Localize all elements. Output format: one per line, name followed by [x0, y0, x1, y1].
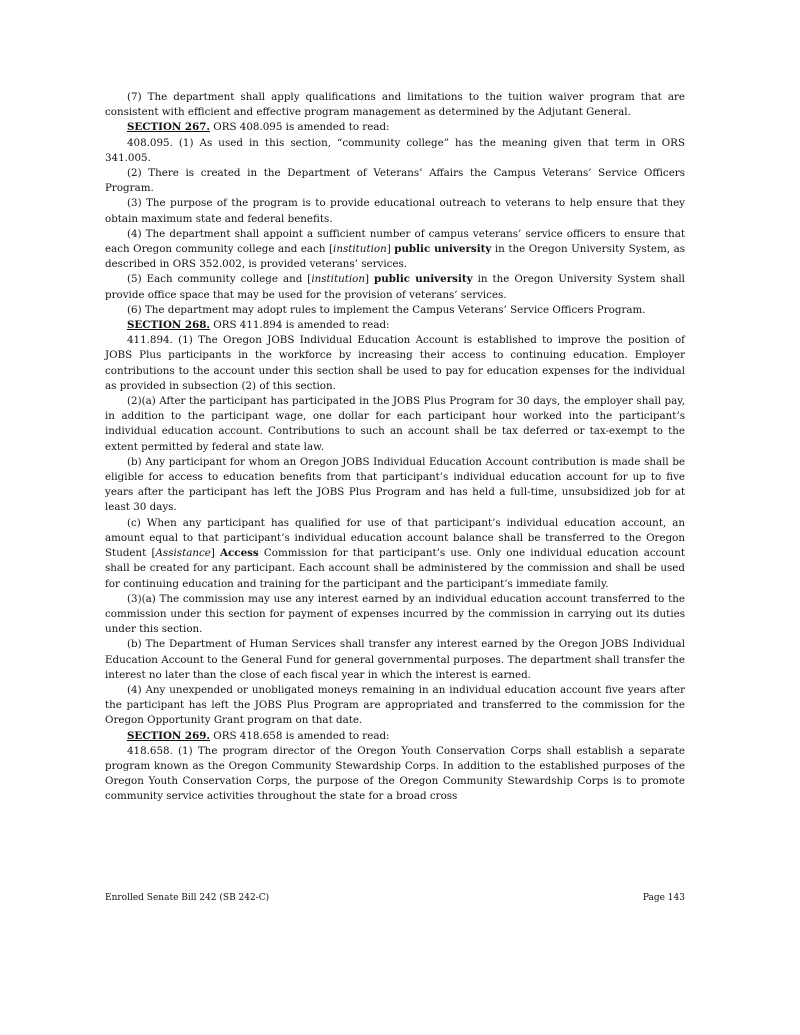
paragraph [105, 227, 685, 273]
text-run: 408.095. (1) As used in this section, “community college” has the meaning given that term in ORS 341.005. [105, 136, 685, 164]
section-heading: SECTION 268. [127, 319, 211, 332]
page-footer [105, 893, 685, 903]
text-run: institution [311, 273, 365, 286]
text-run: in the Oregon University System, as described in ORS 352.002, is provided veterans’ services. [105, 243, 686, 271]
text-run: institution [333, 243, 387, 256]
text-run: ORS 411.894 is amended to read: [210, 319, 390, 332]
paragraph [105, 683, 685, 729]
text-run: (6) The department may adopt rules to implement the Campus Veterans’ Service Officers Program. [127, 303, 646, 316]
text-run: (b) Any participant for whom an Oregon JOBS Individual Education Account contribution is made shall be eligible for access to education benefits from that participant’s individual education account for up to five years after the participant has left the JOBS Plus Program and has held a full-time, unsubsidized job for at least 30 days. [105, 455, 685, 514]
text-run: ] [386, 243, 395, 256]
paragraph [105, 744, 685, 805]
paragraph [105, 729, 685, 744]
paragraph [105, 272, 685, 302]
paragraph [105, 592, 685, 638]
text-run: 411.894. (1) The Oregon JOBS Individual Education Account is established to improve the position of JOBS Plus participants in the workforce by increasing their access to continuing education. Employer contributions to the account under this section shall be used to pay for education expenses for the individual as provided in subsection (2) of this section. [105, 334, 685, 392]
paragraph [105, 637, 685, 683]
text-run: (c) When any participant has qualified for use of that participant’s individual education account, an amount equal to that participant’s individual education account balance shall be transferred to the Oregon Student [ [105, 516, 685, 560]
text-run: (4) Any unexpended or unobligated moneys remaining in an individual education account five years after the participant has left the JOBS Plus Program are appropriated and transferred to the commission for the Oregon Opportunity Grant program on that date. [105, 683, 685, 727]
text-run: (2)(a) After the participant has participated in the JOBS Plus Program for 30 days, the employer shall pay, in addition to the participant wage, one dollar for each participant hour worked into the participant’s individual education account. Contributions to such an account shall be tax deferred or tax-exempt to the extent permitted by federal and state law. [105, 395, 685, 453]
text-run: ORS 408.095 is amended to read: [210, 121, 390, 134]
text-run: ] [365, 273, 375, 286]
text-run: (3) The purpose of the program is to provide educational outreach to veterans to help ensure that they obtain maximum state and federal benefits. [105, 197, 685, 225]
paragraph [105, 196, 685, 226]
paragraph [105, 455, 685, 516]
text-run: (5) Each community college and [ [127, 273, 312, 286]
footer-page-number: Page 143 [642, 893, 685, 903]
text-run: public university [394, 243, 492, 256]
text-run: (b) The Department of Human Services shall transfer any interest earned by the Oregon JOBS Individual Education Account to the General Fund for general governmental purposes. The department shall transfer the interest no later than the close of each fiscal year in which the interest is earned. [105, 638, 685, 681]
text-run: ] [210, 547, 221, 560]
text-run: (4) The department shall appoint a sufficient number of campus veterans’ service officers to ensure that each Oregon community college and each [ [105, 227, 685, 256]
text-run: public university [374, 273, 473, 286]
paragraph [105, 166, 685, 196]
text-run: Commission for that participant’s use. Only one individual education account shall be created for any participant. Each account shall be administered by the commission and shall be used for continuing education and training for the participant and the participant’s immediate family. [105, 547, 685, 590]
document-body [105, 90, 685, 805]
text-run: (7) The department shall apply qualifications and limitations to the tuition waiver program that are consistent with efficient and effective program management as determined by the Adjutant General. [105, 91, 685, 119]
text-run: (2) There is created in the Department of Veterans’ Affairs the Campus Veterans’ Service Officers Program. [105, 167, 685, 195]
paragraph [105, 120, 685, 135]
section-heading: SECTION 269. [127, 729, 211, 742]
paragraph [105, 90, 685, 120]
paragraph [105, 136, 685, 166]
footer-bill-name: Enrolled Senate Bill 242 (SB 242-C) [105, 893, 270, 903]
section-heading: SECTION 267. [127, 121, 211, 134]
paragraph [105, 333, 685, 394]
paragraph [105, 394, 685, 455]
text-run: 418.658. (1) The program director of the Oregon Youth Conservation Corps shall establish a separate program known as the Oregon Community Stewardship Corps. In addition to the established purposes of the Oregon Youth Conservation Corps, the purpose of the Oregon Community Stewardship Corps is to promote community service activities throughout the state for a broad cross [105, 744, 685, 803]
text-run: ORS 418.658 is amended to read: [210, 729, 390, 742]
paragraph [105, 516, 685, 592]
paragraph [105, 303, 685, 318]
text-run: Assistance [155, 547, 211, 560]
text-run: (3)(a) The commission may use any interest earned by an individual education account transferred to the commission under this section for payment of expenses incurred by the commission in carrying out its duties under this section. [105, 592, 685, 636]
paragraph [105, 318, 685, 333]
text-run: Access [220, 547, 259, 560]
text-run: in the Oregon University System shall provide office space that may be used for the provision of veterans’ services. [105, 273, 685, 301]
